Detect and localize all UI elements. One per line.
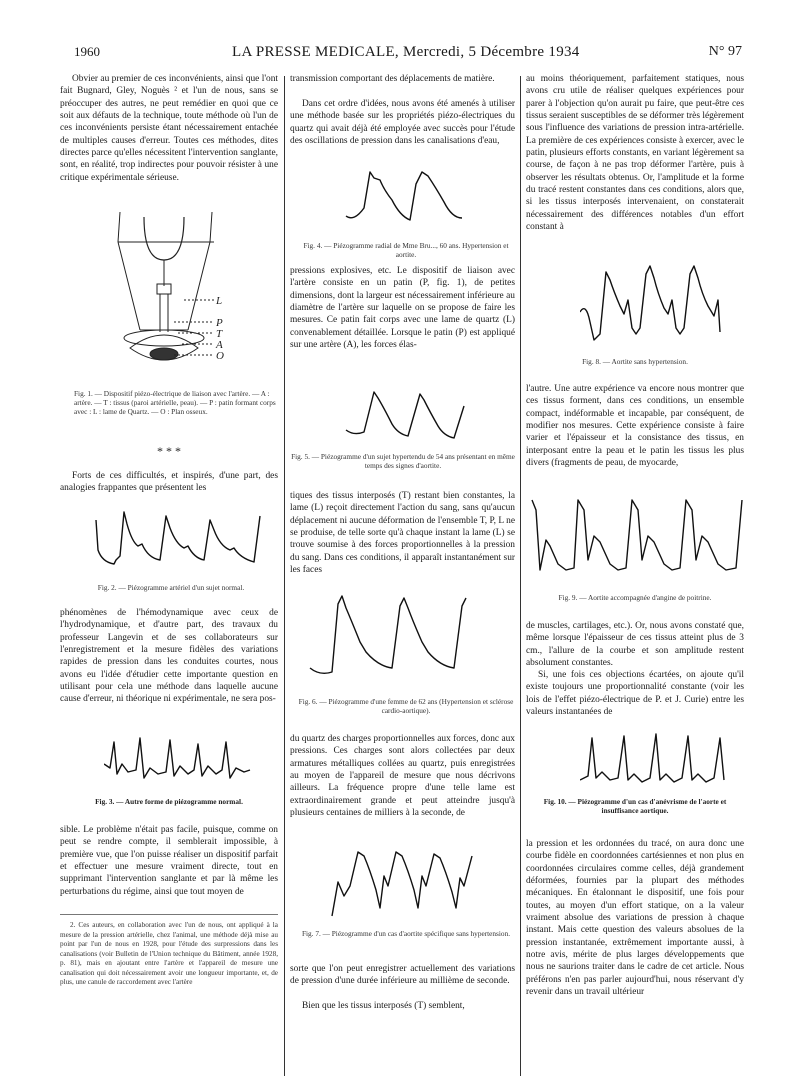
col2-paragraph-6: sorte que l'on peut enregistrer actuellement des variations de pression d'une durée inférieure au millième de seconde.: [290, 964, 515, 987]
col1-paragraph-2: Forts de ces difficultés, et inspirés, d'une part, des analogies frappantes que présentent les: [60, 471, 278, 494]
col3-paragraph-2: l'autre. Une autre expérience va encore nous montrer que ces tissus forment, dans ces conditions, un ensemble compact, indéformable et incapable, par conséquent, de modifier nos mesures. Cette expérience consiste à faire varier et l'épaisseur et la consistance des tissus, en interposant entre la peau et le patin les tissus les plus divers (fragments de peau, de myocarde,: [526, 384, 744, 469]
fig1-caption: Fig. 1. — Dispositif piézo-électrique de liaison avec l'artère. — A : artère. — T : tissus (paroi artérielle, peau). — P : patin formant corps avec : L : lame de Quartz. — O : Plan osseux.: [74, 389, 276, 417]
fig4-piezogram: [344, 164, 484, 232]
fig1-label-A: A: [216, 339, 223, 351]
col3-paragraph-5: la pression et les ordonnées du tracé, on aura donc une courbe fidèle en coordonnées cartésiennes et non plus en coordonnées circulaires comme celles, déjà grandement déformées, fournies par la plupart des méthodes mécaniques. En étalonnant le dispositif, une fois pour toutes, au moyen d'un effort statique, on a la valeur vraiment absolue des variations de pression à chaque instant. Mais cette question des valeurs absolues de la pression instantanée, extrêmement importante aussi, à notre avis, mérite de plus larges développements que nous ne saurions traiter dans le cadre de cet article. Nous préférons n'en pas parler aujourd'hui, nous réservant d'y revenir dans un travail ultérieur: [526, 839, 744, 998]
col2-paragraph-1: transmission comportant des déplacements de matière.: [290, 74, 495, 84]
page-number: 1960: [74, 44, 100, 59]
col2-paragraph-5: du quartz des charges proportionnelles aux forces, donc aux pressions. Ces charges sont alors collectées par deux armatures métalliques collées au quartz, puis enregistrées au moyen de l'appareil de mesure que nous décrivons ailleurs. La fréquence propre d'une telle lame est extraordinairement grande et peut atteindre jusqu'à plusieurs centaines de milliers à la seconde, de: [290, 734, 515, 819]
fig9-piezogram: [530, 480, 748, 586]
col2-paragraph-2: Dans cet ordre d'idées, nous avons été amenés à utiliser une méthode basée sur les propriétés piézo-électriques du quartz qui avait déjà été employée avec succès pour l'étude des oscillations de pression dans les canalisations d'eau,: [290, 99, 515, 147]
fig10-caption: Fig. 10. — Piézogramme d'un cas d'anévrisme de l'aorte et insuffisance aortique.: [543, 797, 727, 816]
fig3-caption: Fig. 3. — Autre forme de piézogramme normal.: [95, 797, 243, 806]
fig9-caption: Fig. 9. — Aortite accompagnée d'angine de poitrine.: [558, 593, 712, 602]
col3-paragraph-1: au moins théoriquement, parfaitement statiques, nous avons cru utile de réaliser quelques expériences pour parer à l'objection qu'on aurait pu faire, que peut-être ces tissus seraient susceptibles de se déformer très légèrement sous l'influence des variations de pression intra-artérielle. La première de ces expériences consiste à exercer, avec le patin, plusieurs efforts constants, en variant légèrement sa course, de façon à ne pas trop déformer l'artère, puis à observer les résultats obtenus. Or, l'amplitude et la forme du tracé restent constantes dans ces conditions, alors que, si les tissus interposés intervenaient, on constaterait nécessairement des différences notables d'un effort constant à: [526, 74, 744, 233]
section-separator: * * *: [157, 444, 181, 458]
col3-paragraph-3: de muscles, cartilages, etc.). Or, nous avons constaté que, même lorsque l'épaisseur de ces tissus atteint plus de 3 cm., l'allure de la courbe et son amplitude restent absolument constantes.: [526, 621, 744, 669]
fig5-piezogram: [344, 386, 484, 446]
footnote: 2. Ces auteurs, en collaboration avec l'un de nous, ont appliqué à la mesure de la pression artérielle, chez l'animal, une méthode déjà mise au point par l'un de nous en 1928, pour l'étude des surpressions dans les canalisations (voir Bulletin de l'Union technique du Bâtiment, année 1928, p. 81), mais en ajoutant entre l'artère et l'appareil de mesure une canalisation qui doit nécessairement avoir une longueur importante, et, de plus, une canule de raccordement avec l'artère: [60, 921, 278, 986]
issue-number: N° 97: [708, 44, 742, 59]
col1-paragraph-4: sible. Le problème n'était pas facile, puisque, comme on peut se rendre compte, il semblerait impossible, à première vue, que l'on puisse réaliser un dispositif parfait et effectuer une mesure vraiment directe, tout en supprimant l'intervention sanglante et par là même les perturbations du régime, ainsi que tout moyen de: [60, 825, 278, 897]
journal-title: LA PRESSE MEDICALE, Mercredi, 5 Décembre 1934: [232, 44, 580, 60]
fig1-label-O: O: [216, 350, 224, 362]
col2-paragraph-3: pressions explosives, etc. Le dispositif de liaison avec l'artère consiste en un patin (P, fig. 1), de petites dimensions, dont la largeur est nécessairement inférieure au diamètre de l'artère sur laquelle on se propose de faire les mesures. Ce patin fait corps avec une lame de quartz (L) convenablement détaillée. Lorsque le patin (P) est appliqué sur une artère (A), les forces élas-: [290, 266, 515, 351]
fig6-caption: Fig. 6. — Piézogramme d'une femme de 62 ans (Hypertension et sclérose cardio-aortique).: [298, 697, 514, 716]
col1-paragraph-1: Obvier au premier de ces inconvénients, ainsi que l'ont fait Bugnard, Gley, Noguès ² et l'un de nous, sans se préoccuper des autres, ne peut remédier en quoi que ce soit aux défauts de la technique, toute méthode où l'un de ces inconvénients persiste étant nécessairement entachée de multiples causes d'erreur. Toutes ces méthodes, dites directes parce qu'elles nécessitent l'intervention sanglante, sont, en réalité, trop indirectes pour pouvoir résister à une critique expérimentale sérieuse.: [60, 74, 278, 183]
page-header: [74, 44, 742, 66]
col1-paragraph-3: phénomènes de l'hémodynamique avec ceux de l'hydrodynamique, et d'autre part, des travaux du professeur Langevin et de ses collaborateurs sur l'enregistrement et la mesure fidèles des variations rapides de pression dans les conduites courtes, nous avons eu l'idée d'étudier cette importante question en utilisant pour cela une méthode dans laquelle aucune cause d'erreur, ni théorique ni expérimentale, ne sera pos-: [60, 608, 278, 705]
col2-paragraph-4: tiques des tissus interposés (T) restant bien constantes, la lame (L) reçoit directement l'action du sang, sans qu'aucun déplacement ni aucune déformation de l'ensemble T, P, L ne se produise, de telle sorte qu'à chaque instant la lame (L) se trouve soumise à des forces proportionnelles à la pression du sang. Dans ces conditions, il apparaît instantanément sur les faces: [290, 491, 515, 576]
col3-paragraph-4: Si, une fois ces objections écartées, on ajoute qu'il existe toujours une proportionnalité constante (voir les lois de l'effet piézo-électrique de P. et J. Curie) entre les valeurs instantanées de: [526, 670, 744, 718]
fig2-caption: Fig. 2. — Piézogramme artériel d'un sujet normal.: [97, 583, 245, 592]
fig6-piezogram: [308, 592, 508, 684]
fig7-piezogram: [328, 846, 498, 924]
fig7-caption: Fig. 7. — Piézogramme d'un cas d'aortite spécifique sans hypertension.: [301, 929, 511, 938]
column-rule-1: [284, 76, 285, 1076]
footnote-rule: [60, 914, 278, 915]
fig1-label-L: L: [216, 295, 223, 307]
fig2-piezogram: [94, 510, 264, 572]
column-rule-2: [520, 76, 521, 1076]
fig10-piezogram: [580, 730, 730, 790]
fig1-device-diagram: [104, 212, 274, 380]
fig8-caption: Fig. 8. — Aortite sans hypertension.: [582, 357, 688, 366]
fig1-label-T: T: [216, 328, 223, 340]
fig3-piezogram: [104, 734, 254, 789]
col2-paragraph-7: Bien que les tissus interposés (T) semblent,: [302, 1001, 465, 1011]
fig8-piezogram: [580, 252, 730, 352]
fig4-caption: Fig. 4. — Piézogramme radial de Mme Bru..., 60 ans. Hypertension et aortite.: [303, 241, 509, 260]
fig5-caption: Fig. 5. — Piézogramme d'un sujet hypertendu de 54 ans présentant en même temps des signes d'aortite.: [291, 452, 515, 471]
fig1-label-P: P: [216, 317, 223, 329]
